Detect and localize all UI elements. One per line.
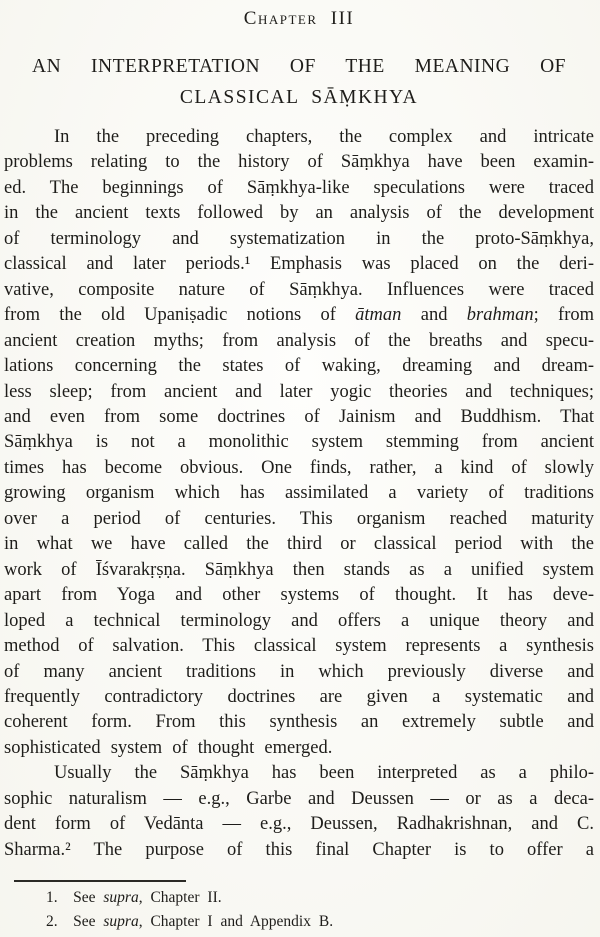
- text-segment: sophic naturalism — e.g., Garbe and Deussen — or as a deca-: [4, 788, 594, 809]
- text-line: [4, 787, 594, 812]
- text-line: [4, 227, 594, 252]
- text-line: [4, 660, 594, 685]
- footnote-line: [46, 886, 594, 910]
- body-text: [4, 125, 594, 863]
- text-segment: coherent form. From this synthesis an extremely subtle and: [4, 712, 594, 733]
- text-segment: of many ancient traditions in which previously diverse and: [4, 661, 594, 682]
- italic-text-segment: ātman: [355, 305, 402, 326]
- text-line: [4, 685, 594, 710]
- text-line: [4, 507, 594, 532]
- text-line: [4, 354, 594, 379]
- chapter-title: [4, 52, 594, 113]
- text-segment: vative, composite nature of Sāṃkhya. Influences were traced: [4, 279, 594, 300]
- text-line: [4, 838, 594, 863]
- text-segment: sophisticated system of thought emerged.: [4, 737, 333, 758]
- text-segment: , Chapter I and Appendix B.: [138, 913, 334, 931]
- text-line: [4, 125, 594, 150]
- text-segment: ; from: [533, 305, 594, 326]
- text-column: [4, 0, 594, 935]
- text-line: [4, 176, 594, 201]
- text-segment: work of Īśvarakṛṣṇa. Sāṃkhya then stands as a unified system: [4, 559, 594, 580]
- text-line: [4, 609, 594, 634]
- text-line: [4, 380, 594, 405]
- text-segment: loped a technical terminology and offers a unique theory and: [4, 610, 594, 631]
- text-line: [4, 481, 594, 506]
- text-line: [4, 710, 594, 735]
- text-segment: In the preceding chapters, the complex and intricate: [54, 127, 594, 147]
- italic-text-segment: brahman: [466, 305, 534, 326]
- text-line: [4, 303, 594, 328]
- footnote-line: [46, 910, 594, 934]
- chapter-title-line-1: AN INTERPRETATION OF THE MEANING OF: [32, 56, 566, 77]
- text-segment: times has become obvious. One finds, rather, a kind of slowly: [4, 457, 594, 478]
- text-segment: frequently contradictory doctrines are given a systematic and: [4, 686, 594, 707]
- text-segment: and: [401, 305, 467, 326]
- text-segment: in the ancient texts followed by an analysis of the development: [4, 203, 594, 224]
- text-segment: ancient creation myths; from analysis of the breaths and specu-: [4, 330, 594, 351]
- text-line: [4, 532, 594, 557]
- text-segment: apart from Yoga and other systems of thought. It has deve-: [4, 585, 594, 606]
- text-segment: 1. See: [46, 889, 104, 907]
- chapter-heading: Chapter III: [243, 8, 355, 29]
- text-line: [4, 456, 594, 481]
- text-segment: of terminology and systematization in the proto-Sāṃkhya,: [4, 228, 594, 249]
- footnote-rule: [14, 880, 186, 882]
- text-segment: Sharma.² The purpose of this final Chapter is to offer a: [4, 839, 594, 860]
- text-line: [4, 329, 594, 354]
- text-segment: in what we have called the third or classical period with the: [4, 534, 594, 555]
- text-segment: , Chapter II.: [138, 889, 222, 907]
- text-segment: classical and later periods.¹ Emphasis was placed on the deri-: [4, 254, 594, 275]
- text-line: [4, 252, 594, 277]
- text-line: [4, 736, 594, 761]
- text-line: [4, 634, 594, 659]
- text-segment: dent form of Vedānta — e.g., Deussen, Radhakrishnan, and C.: [4, 814, 594, 835]
- chapter-title-line-2: CLASSICAL SĀṂKHYA: [179, 86, 419, 108]
- text-line: [4, 201, 594, 226]
- text-line: [4, 150, 594, 175]
- text-segment: Sāṃkhya is not a monolithic system stemming from ancient: [4, 432, 594, 453]
- text-segment: 2. See: [46, 913, 104, 931]
- text-line: [4, 761, 594, 786]
- text-line: [4, 278, 594, 303]
- footnotes: [4, 886, 594, 935]
- text-segment: problems relating to the history of Sāṃkhya have been examin-: [4, 152, 594, 173]
- text-segment: Usually the Sāṃkhya has been interpreted as a philo-: [54, 763, 594, 784]
- italic-text-segment: supra: [103, 889, 139, 907]
- text-segment: growing organism which has assimilated a variety of traditions: [4, 483, 594, 504]
- text-segment: lations concerning the states of waking, dreaming and dream-: [4, 356, 594, 377]
- text-line: [4, 812, 594, 837]
- text-segment: ed. The beginnings of Sāṃkhya-like speculations were traced: [4, 177, 594, 198]
- text-segment: method of salvation. This classical system represents a synthesis: [4, 636, 594, 657]
- text-segment: from the old Upaniṣadic notions of: [4, 305, 356, 326]
- text-line: [4, 405, 594, 430]
- text-line: [4, 558, 594, 583]
- text-line: [4, 583, 594, 608]
- text-segment: over a period of centuries. This organism reached maturity: [4, 508, 594, 529]
- text-segment: and even from some doctrines of Jainism and Buddhism. That: [4, 406, 594, 427]
- text-segment: less sleep; from ancient and later yogic theories and techniques;: [4, 381, 594, 402]
- text-line: [4, 430, 594, 455]
- italic-text-segment: supra: [103, 913, 139, 931]
